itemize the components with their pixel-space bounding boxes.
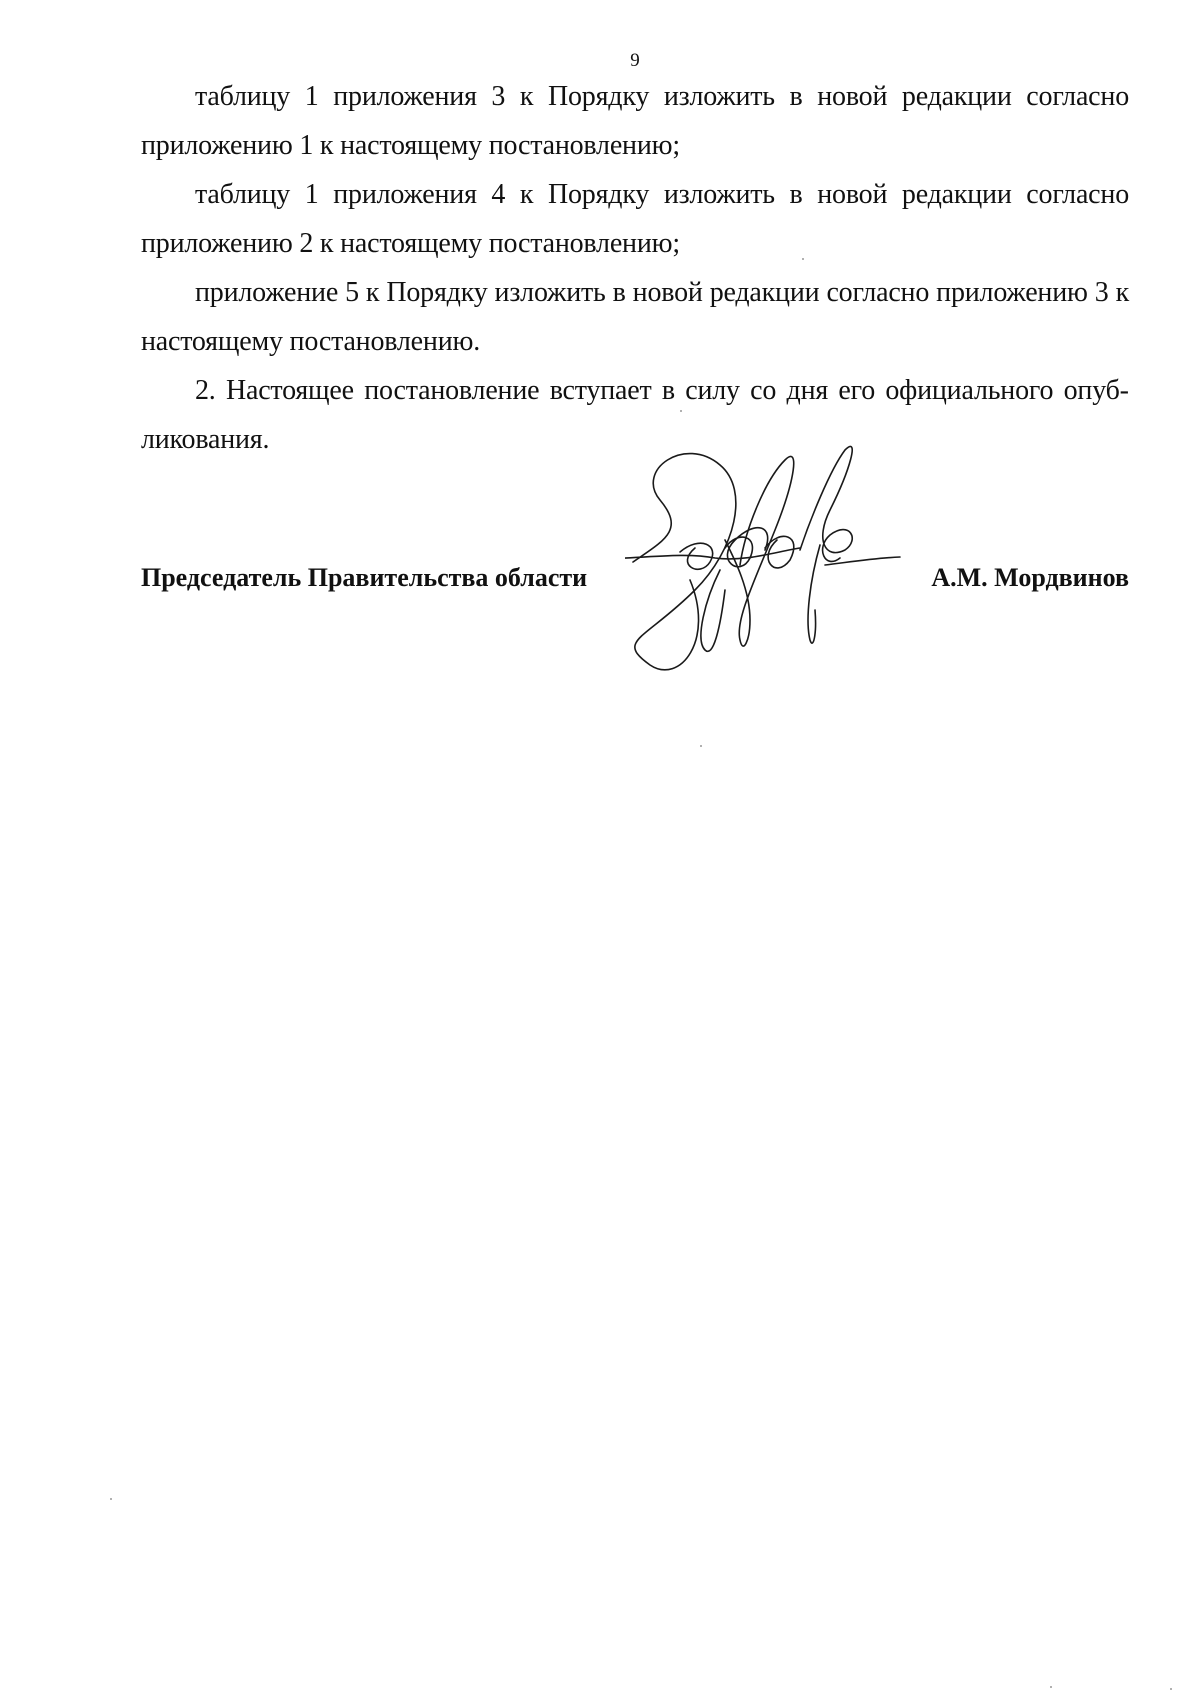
paragraph-table1-appendix4: таблицу 1 приложения 4 к Порядку изложить в новой редакции согласно приложению 2 к настоящему постановлению;	[141, 179, 1129, 259]
scan-speck	[1050, 1686, 1052, 1688]
paragraph-effective-date: 2. Настоящее постановление вступает в силу со дня его официального опубликования.	[141, 375, 1129, 455]
paragraph-appendix5: приложение 5 к Порядку изложить в новой редакции согласно приложению 3 к настоящему постановлению.	[141, 277, 1129, 357]
signer-name: А.М. Мордвинов	[931, 563, 1129, 592]
signer-position: Председатель Правительства области	[141, 563, 588, 592]
scan-speck	[1170, 1688, 1172, 1690]
handwritten-signature	[625, 440, 915, 700]
paragraph-table1-appendix3: таблицу 1 приложения 3 к Порядку изложить в новой редакции согласно приложению 1 к настоящему постановлению;	[141, 81, 1129, 161]
scan-speck	[110, 1498, 112, 1500]
scan-speck	[680, 410, 682, 412]
scan-speck	[700, 745, 702, 747]
scan-speck	[802, 258, 804, 260]
page-number: 9	[630, 50, 640, 71]
document-body	[141, 72, 1129, 464]
